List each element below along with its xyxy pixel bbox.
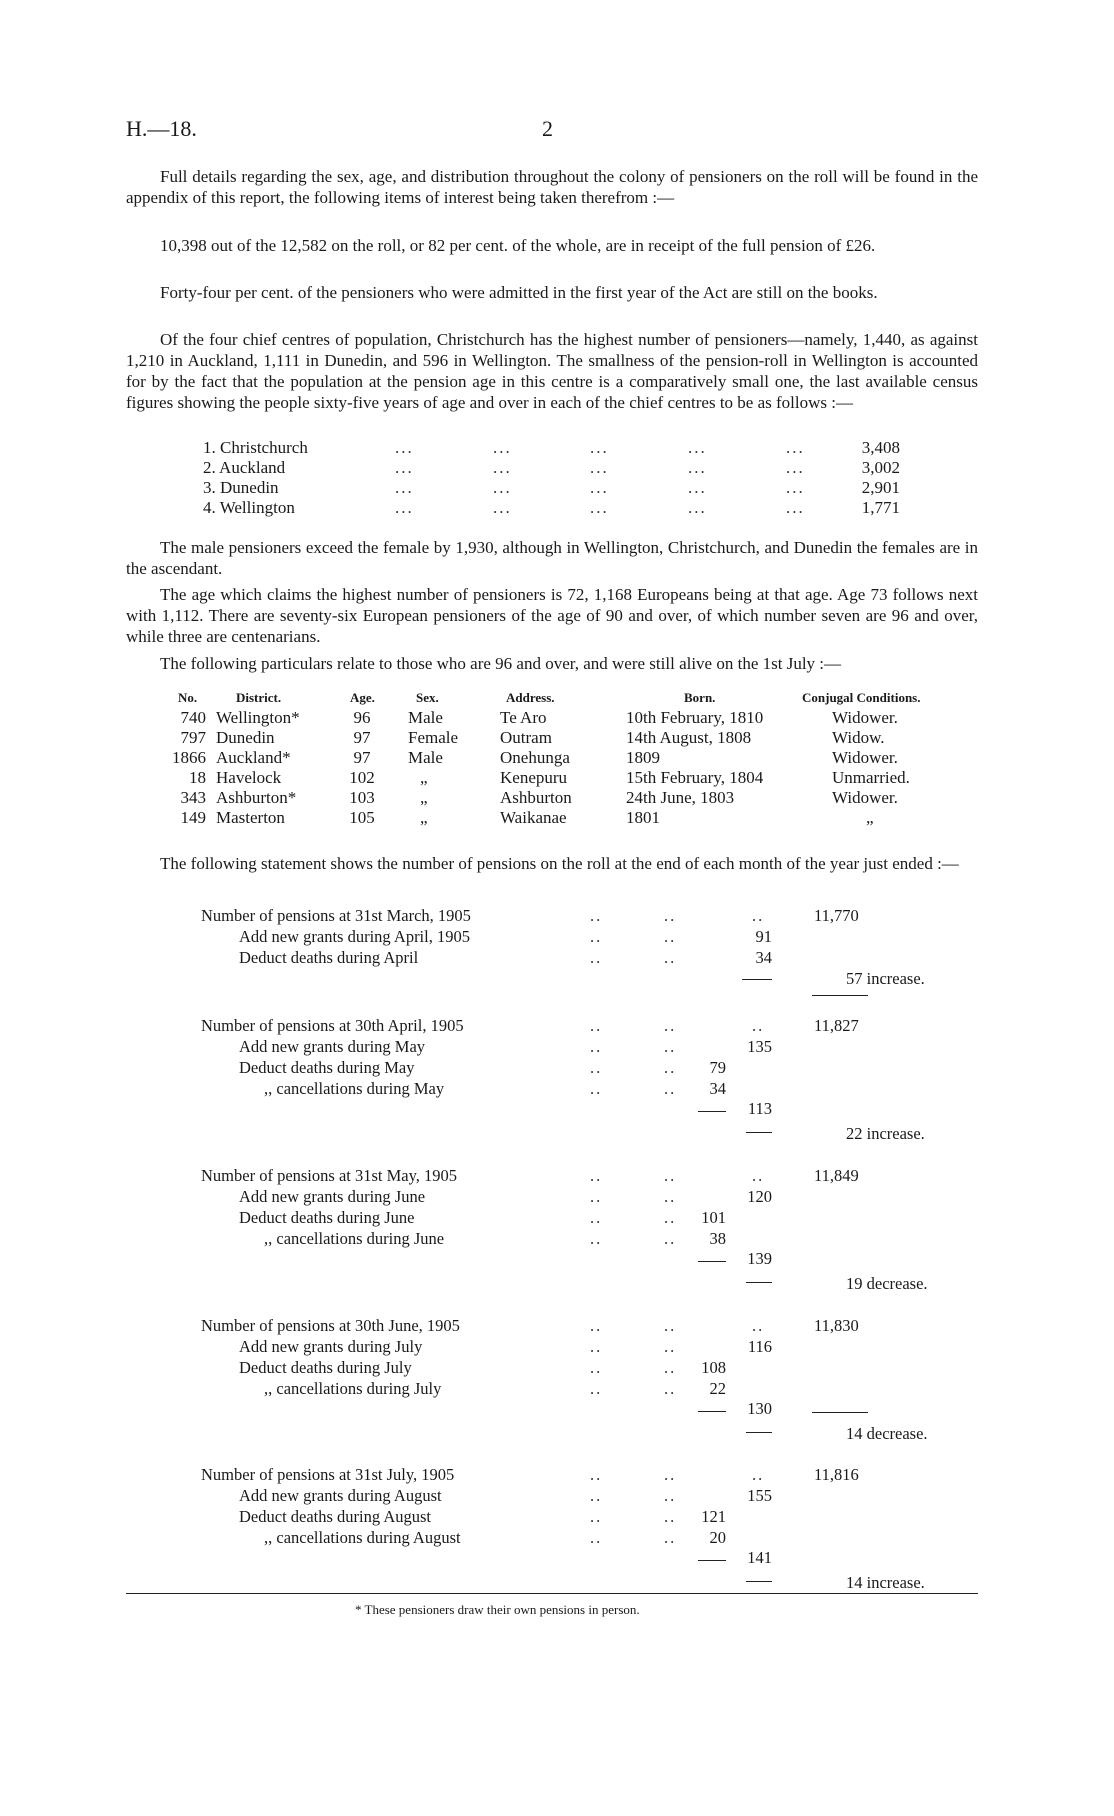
- add-label: Add new grants during May: [239, 1037, 426, 1056]
- deduct-total: 130: [747, 1399, 772, 1418]
- deaths-value: 101: [701, 1208, 726, 1227]
- deaths-value: 79: [709, 1058, 726, 1077]
- leader-dots: ..: [752, 906, 765, 925]
- opening-total: 11,830: [814, 1316, 859, 1335]
- leader-dots: ..: [664, 1379, 677, 1398]
- cancel-value: 22: [709, 1379, 726, 1398]
- deaths-value: 34: [755, 948, 772, 967]
- table-cell: 1866: [172, 748, 206, 767]
- leader-dots: ..: [590, 1358, 603, 1377]
- leader-dots: ..: [590, 1486, 603, 1505]
- table-cell: 14th August, 1808: [626, 728, 752, 747]
- leader-dots: ..: [752, 1316, 765, 1335]
- leader-dots: ..: [664, 1208, 677, 1227]
- table-cell: Kenepuru: [500, 768, 568, 787]
- total-rule: [812, 1412, 868, 1413]
- page-number: 2: [542, 116, 553, 141]
- add-label: Add new grants during April, 1905: [239, 927, 470, 946]
- table-cell: 105: [349, 808, 375, 827]
- table-cell: Female: [408, 728, 459, 747]
- add-value: 155: [747, 1486, 772, 1505]
- table-cell: 15th February, 1804: [626, 768, 764, 787]
- add-label: Add new grants during July: [239, 1337, 423, 1356]
- leader-dots: ..: [664, 1229, 677, 1248]
- paragraph-appendix: Full details regarding the sex, age, and distribution throughout the colony of pensioners on the roll will be found in the appendix of this report, the following items of interest being taken therefrom :—: [126, 167, 978, 207]
- opening-total: 11,849: [814, 1166, 859, 1185]
- leader-dots: ..: [590, 1079, 603, 1098]
- cancel-value: 38: [709, 1229, 726, 1248]
- leader-dots: ...: [688, 438, 707, 457]
- cancel-label: ,, cancellations during August: [264, 1528, 461, 1547]
- table-header-cell: No.: [178, 690, 198, 705]
- sum-rule: [746, 1132, 772, 1133]
- table-cell: „: [420, 768, 428, 787]
- table-cell: Widower.: [832, 708, 898, 727]
- centre-population: 3,408: [861, 438, 900, 457]
- deaths-label: Deduct deaths during July: [239, 1358, 412, 1377]
- table-header-cell: Age.: [350, 690, 375, 705]
- footnote: * These pensioners draw their own pensions in person.: [355, 1602, 640, 1617]
- table-header-cell: Conjugal Conditions.: [802, 690, 921, 705]
- paragraph-first-year: Forty-four per cent. of the pensioners who were admitted in the first year of the Act are still on the books.: [160, 283, 878, 302]
- table-cell: Havelock: [216, 768, 282, 787]
- paragraph-statement: The following statement shows the number of pensions on the roll at the end of each month of the year just ended :—: [160, 854, 959, 873]
- table-cell: 149: [180, 808, 206, 827]
- leader-dots: ..: [664, 1166, 677, 1185]
- leader-dots: ...: [395, 458, 414, 477]
- table-cell: „: [866, 808, 874, 827]
- opening-label: Number of pensions at 31st May, 1905: [201, 1166, 458, 1185]
- leader-dots: ..: [590, 906, 603, 925]
- sum-rule: [746, 1581, 772, 1582]
- sum-rule: [742, 979, 772, 980]
- leader-dots: ..: [664, 1528, 677, 1547]
- deaths-label: Deduct deaths during August: [239, 1507, 432, 1526]
- leader-dots: ...: [590, 458, 609, 477]
- centre-label: 2. Auckland: [203, 458, 286, 477]
- table-header-cell: District.: [236, 690, 282, 705]
- leader-dots: ..: [664, 1316, 677, 1335]
- opening-total: 11,816: [814, 1465, 859, 1484]
- deaths-label: Deduct deaths during April: [239, 948, 419, 967]
- leader-dots: ..: [590, 1507, 603, 1526]
- leader-dots: ..: [590, 1166, 603, 1185]
- table-cell: 740: [180, 708, 206, 727]
- leader-dots: ..: [664, 1465, 677, 1484]
- leader-dots: ...: [493, 478, 512, 497]
- leader-dots: ..: [664, 927, 677, 946]
- sum-rule: [746, 1432, 772, 1433]
- table-cell: 797: [180, 728, 206, 747]
- table-cell: 18: [189, 768, 206, 787]
- leader-dots: ...: [395, 438, 414, 457]
- table-cell: 1801: [626, 808, 660, 827]
- leader-dots: ..: [664, 1507, 677, 1526]
- opening-total: 11,770: [814, 906, 859, 925]
- table-cell: Outram: [500, 728, 552, 747]
- table-header-cell: Address.: [506, 690, 555, 705]
- leader-dots: ...: [786, 498, 805, 517]
- leader-dots: ...: [688, 458, 707, 477]
- table-cell: Wellington*: [216, 708, 300, 727]
- add-value: 91: [755, 927, 772, 946]
- leader-dots: ..: [752, 1465, 765, 1484]
- leader-dots: ...: [493, 498, 512, 517]
- sum-rule: [746, 1282, 772, 1283]
- table-header-cell: Born.: [684, 690, 716, 705]
- deaths-value: 108: [701, 1358, 726, 1377]
- table-cell: Dunedin: [216, 728, 275, 747]
- document-reference: H.—18.: [126, 116, 197, 141]
- table-cell: Masterton: [216, 808, 285, 827]
- leader-dots: ..: [664, 906, 677, 925]
- leader-dots: ..: [752, 1016, 765, 1035]
- leader-dots: ..: [664, 1058, 677, 1077]
- leader-dots: ..: [590, 1337, 603, 1356]
- table-cell: 1809: [626, 748, 660, 767]
- paragraph-particulars: The following particulars relate to those who are 96 and over, and were still alive on the 1st July :—: [160, 654, 842, 673]
- table-cell: Waikanae: [500, 808, 567, 827]
- deaths-label: Deduct deaths during May: [239, 1058, 415, 1077]
- leader-dots: ..: [590, 927, 603, 946]
- table-cell: Ashburton*: [216, 788, 297, 807]
- centre-population: 3,002: [861, 458, 900, 477]
- table-cell: Unmarried.: [832, 768, 910, 787]
- leader-dots: ...: [786, 438, 805, 457]
- net-change: 19 decrease.: [846, 1274, 928, 1293]
- table-cell: Onehunga: [500, 748, 570, 767]
- leader-dots: ...: [395, 478, 414, 497]
- table-header-cell: Sex.: [416, 690, 439, 705]
- leader-dots: ...: [493, 458, 512, 477]
- paragraph-chief-centres: Of the four chief centres of population, Christchurch has the highest number of pensioners—namely, 1,440, as against 1,210 in Auckland, 1,111 in Dunedin, and 596 in Wellington. The smallness of the pension-roll in Wellington is accounted for by the fact that the population at the pension age in this centre is a comparatively small one, the last available census figures showing the people sixty-five years of age and over in each of the chief centres to be as follows :—: [126, 330, 978, 412]
- cancel-value: 34: [709, 1079, 726, 1098]
- centre-label: 1. Christchurch: [203, 438, 308, 457]
- table-cell: 96: [353, 708, 371, 727]
- leader-dots: ...: [590, 478, 609, 497]
- deaths-label: Deduct deaths during June: [239, 1208, 415, 1227]
- table-cell: Male: [408, 708, 443, 727]
- opening-label: Number of pensions at 31st July, 1905: [201, 1465, 455, 1484]
- table-cell: „: [420, 808, 428, 827]
- table-cell: Ashburton: [500, 788, 572, 807]
- opening-label: Number of pensions at 30th June, 1905: [201, 1316, 460, 1335]
- table-cell: Te Aro: [500, 708, 547, 727]
- leader-dots: ...: [688, 498, 707, 517]
- leader-dots: ...: [786, 478, 805, 497]
- add-label: Add new grants during August: [239, 1486, 442, 1505]
- leader-dots: ...: [395, 498, 414, 517]
- cancel-label: ,, cancellations during May: [264, 1079, 445, 1098]
- leader-dots: ..: [664, 1337, 677, 1356]
- opening-label: Number of pensions at 30th April, 1905: [201, 1016, 464, 1035]
- table-cell: 24th June, 1803: [626, 788, 735, 807]
- leader-dots: ..: [590, 1208, 603, 1227]
- leader-dots: ..: [752, 1166, 765, 1185]
- leader-dots: ..: [590, 1037, 603, 1056]
- deaths-value: 121: [701, 1507, 726, 1526]
- footnote-rule: [126, 1593, 978, 1594]
- leader-dots: ..: [590, 1316, 603, 1335]
- leader-dots: ..: [664, 1079, 677, 1098]
- deduct-total: 139: [747, 1249, 772, 1268]
- paragraph-male-female: The male pensioners exceed the female by 1,930, although in Wellington, Christchurch, and Dunedin the females are in the ascendant.: [126, 538, 978, 578]
- table-cell: Widower.: [832, 748, 898, 767]
- table-cell: 102: [349, 768, 375, 787]
- net-change: 14 increase.: [846, 1573, 925, 1592]
- centre-label: 4. Wellington: [203, 498, 295, 517]
- leader-dots: ..: [590, 1528, 603, 1547]
- leader-dots: ...: [590, 498, 609, 517]
- leader-dots: ...: [590, 438, 609, 457]
- leader-dots: ..: [664, 1187, 677, 1206]
- net-change: 14 decrease.: [846, 1424, 928, 1443]
- table-cell: Auckland*: [216, 748, 291, 767]
- leader-dots: ..: [664, 1486, 677, 1505]
- cancel-value: 20: [709, 1528, 726, 1547]
- centre-label: 3. Dunedin: [203, 478, 279, 497]
- leader-dots: ...: [688, 478, 707, 497]
- table-cell: 10th February, 1810: [626, 708, 764, 727]
- deduct-total: 141: [747, 1548, 772, 1567]
- table-cell: Male: [408, 748, 443, 767]
- add-value: 116: [747, 1337, 772, 1356]
- add-value: 120: [747, 1187, 772, 1206]
- leader-dots: ..: [664, 1016, 677, 1035]
- table-cell: Widower.: [832, 788, 898, 807]
- leader-dots: ..: [664, 1358, 677, 1377]
- add-value: 135: [747, 1037, 772, 1056]
- deduct-total: 113: [747, 1099, 772, 1118]
- leader-dots: ...: [786, 458, 805, 477]
- leader-dots: ..: [664, 948, 677, 967]
- leader-dots: ..: [590, 1187, 603, 1206]
- leader-dots: ..: [590, 1465, 603, 1484]
- table-cell: 97: [353, 748, 371, 767]
- paragraph-age: The age which claims the highest number of pensioners is 72, 1,168 Europeans being at that age. Age 73 follows next with 1,112. There are seventy-six European pensioners of the age of 90 and over, of which number seven are 96 and over, while three are centenarians.: [126, 585, 978, 646]
- table-cell: 103: [349, 788, 375, 807]
- leader-dots: ..: [590, 1016, 603, 1035]
- table-cell: 97: [353, 728, 371, 747]
- paragraph-full-pension: 10,398 out of the 12,582 on the roll, or 82 per cent. of the whole, are in receipt of the full pension of £26.: [160, 236, 876, 255]
- leader-dots: ..: [590, 1379, 603, 1398]
- table-cell: 343: [180, 788, 206, 807]
- leader-dots: ..: [590, 1229, 603, 1248]
- net-change: 22 increase.: [846, 1124, 925, 1143]
- total-rule: [812, 995, 868, 996]
- table-cell: Widow.: [832, 728, 885, 747]
- centre-population: 1,771: [861, 498, 900, 517]
- leader-dots: ...: [493, 438, 512, 457]
- opening-label: Number of pensions at 31st March, 1905: [201, 906, 471, 925]
- cancel-label: ,, cancellations during June: [264, 1229, 445, 1248]
- leader-dots: ..: [590, 1058, 603, 1077]
- opening-total: 11,827: [814, 1016, 859, 1035]
- net-change: 57 increase.: [846, 969, 925, 988]
- table-cell: „: [420, 788, 428, 807]
- leader-dots: ..: [664, 1037, 677, 1056]
- cancel-label: ,, cancellations during July: [264, 1379, 442, 1398]
- centre-population: 2,901: [861, 478, 900, 497]
- leader-dots: ..: [590, 948, 603, 967]
- add-label: Add new grants during June: [239, 1187, 426, 1206]
